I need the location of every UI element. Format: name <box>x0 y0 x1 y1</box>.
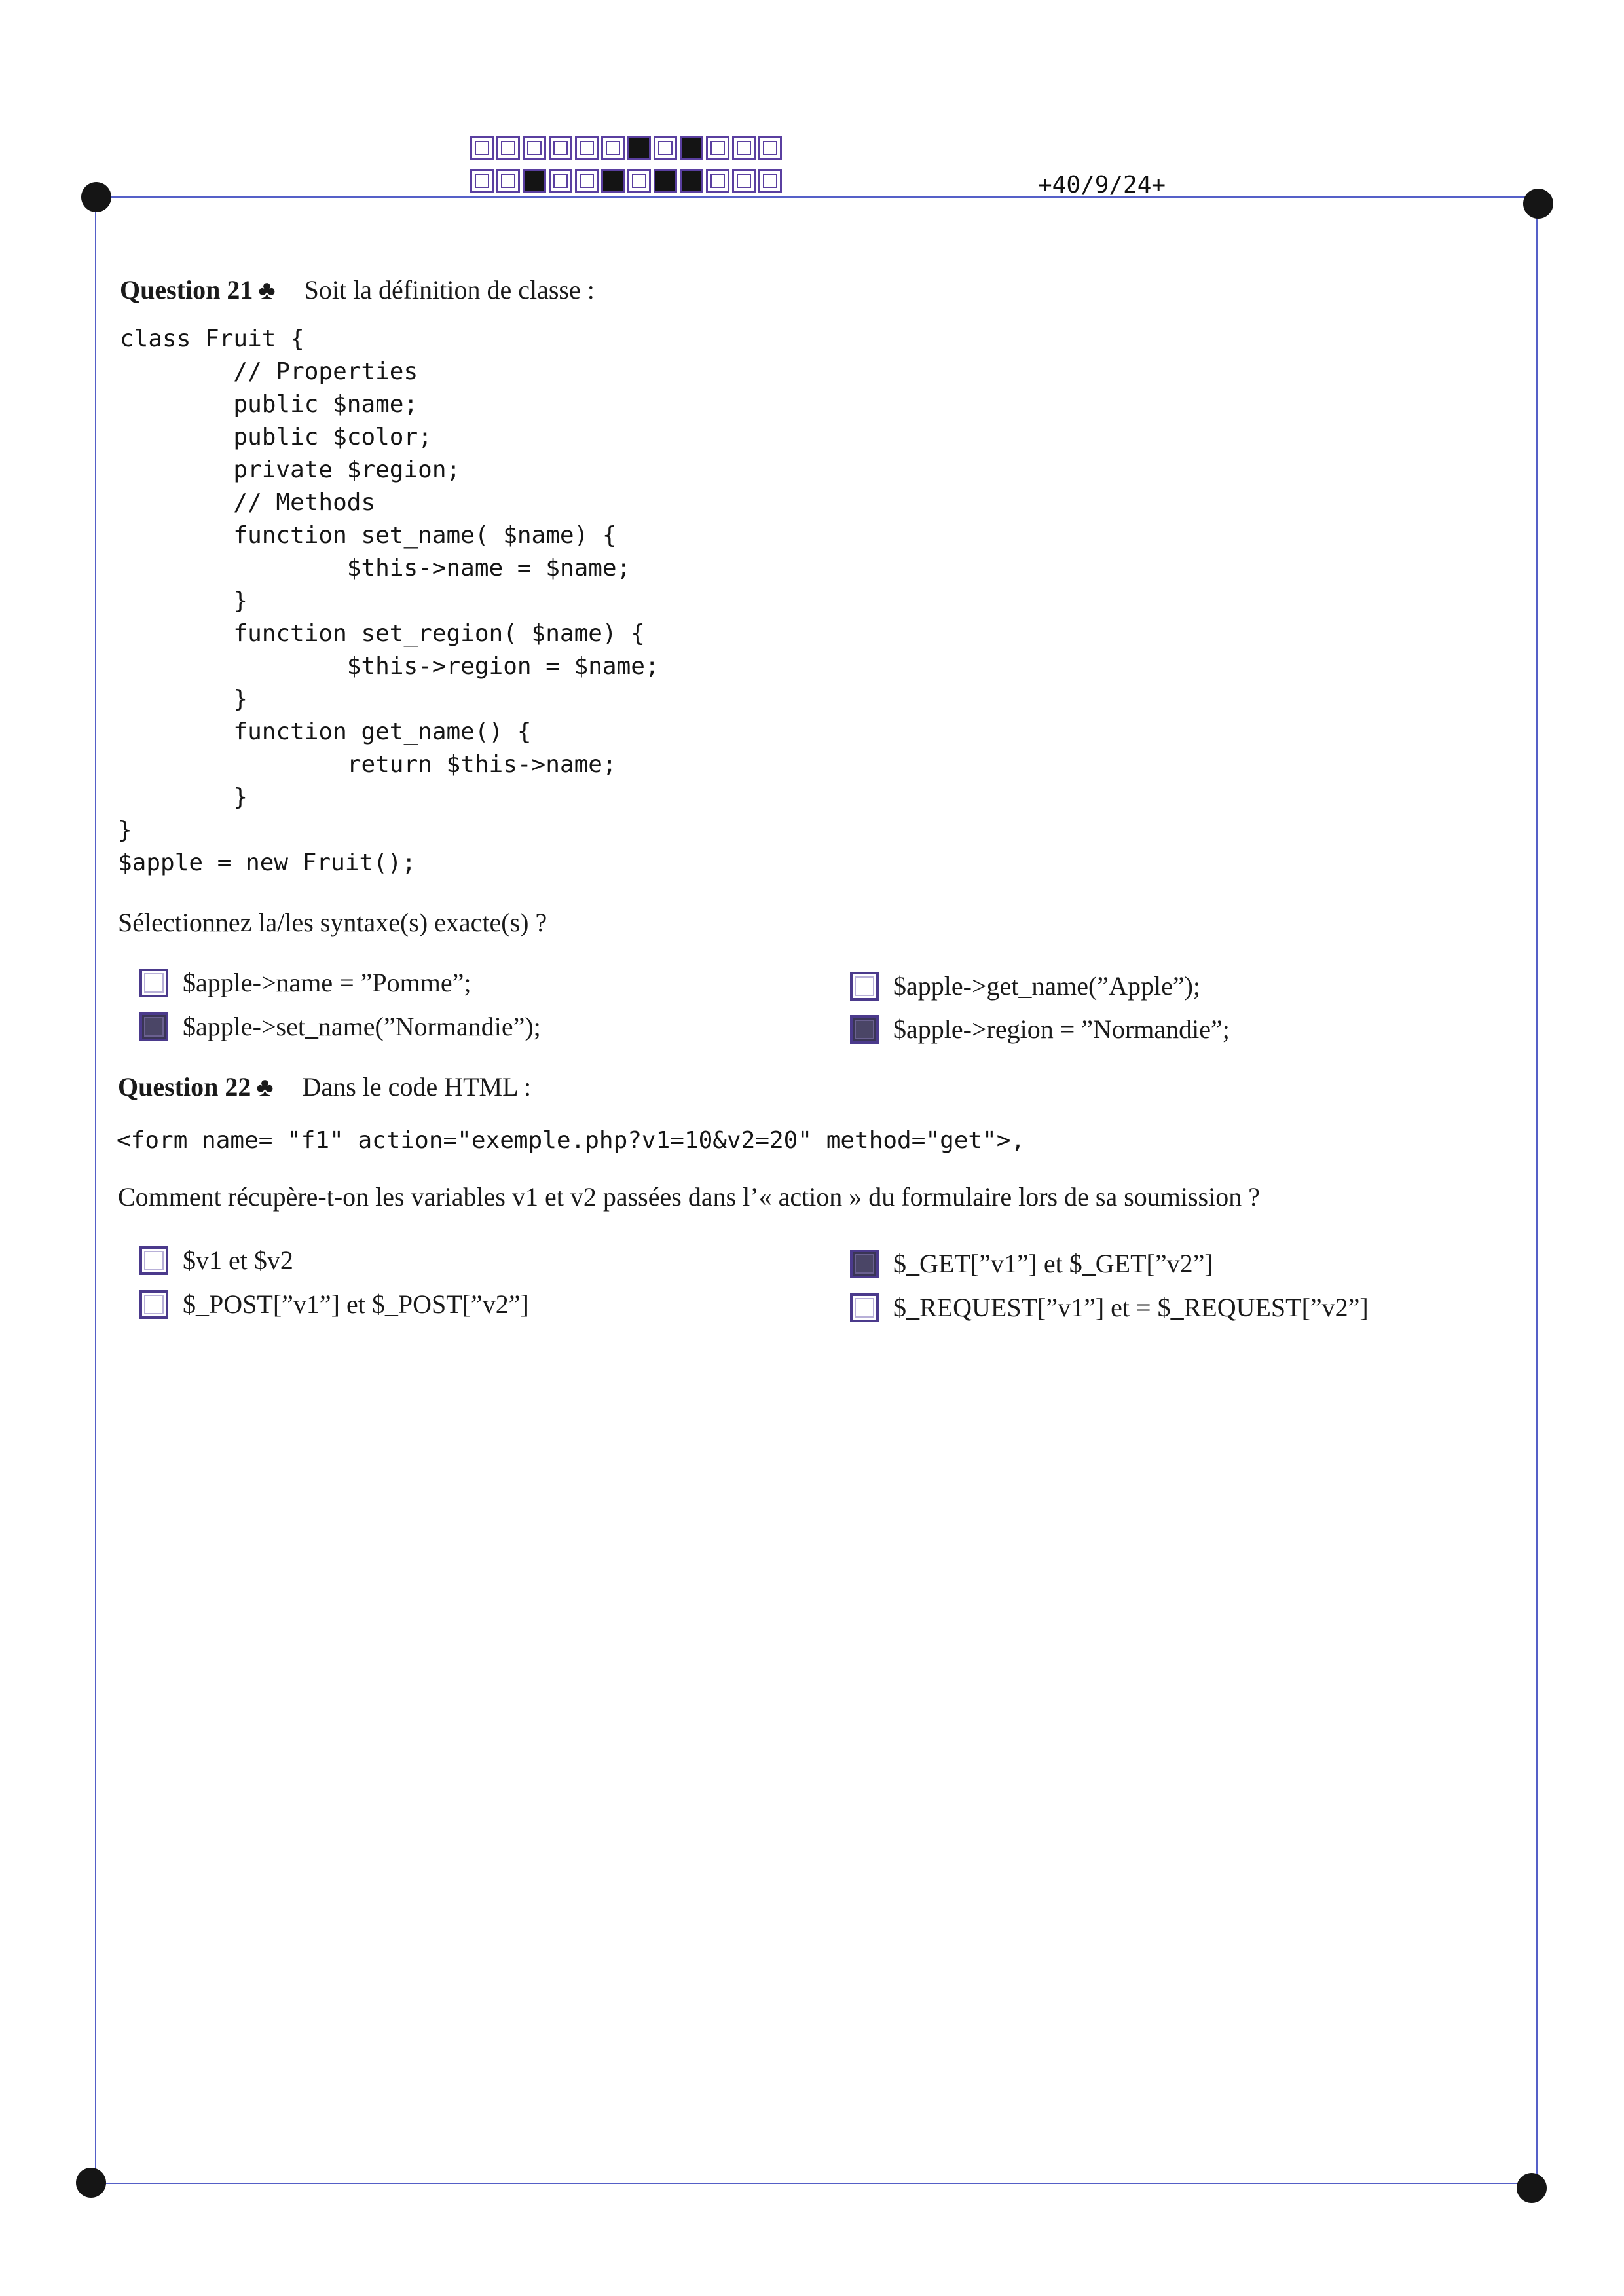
id-cell <box>732 136 756 160</box>
answer-option[interactable] <box>850 1248 1213 1279</box>
answer-checkbox[interactable] <box>139 1246 168 1275</box>
id-cell <box>601 136 625 160</box>
answer-option[interactable] <box>139 967 471 998</box>
code-line: } <box>118 817 132 843</box>
club-icon: ♣ <box>256 1072 274 1102</box>
answer-checkbox[interactable] <box>850 1250 879 1278</box>
answer-checkbox[interactable] <box>139 1012 168 1041</box>
answer-label: $_POST[”v1”] et $_POST[”v2”] <box>183 1289 529 1319</box>
code-line: $apple = new Fruit(); <box>118 849 416 876</box>
code-line: } <box>120 784 248 811</box>
answer-checkbox[interactable] <box>139 969 168 997</box>
code-line: $this->name = $name; <box>120 555 631 582</box>
id-cell <box>627 169 651 193</box>
id-cell <box>758 136 782 160</box>
frame-left-border <box>95 198 96 2182</box>
answer-option[interactable] <box>139 1245 293 1276</box>
id-cell <box>758 169 782 193</box>
code-line: function set_name( $name) { <box>120 522 617 549</box>
answer-option[interactable] <box>139 1289 529 1320</box>
code-line: return $this->name; <box>120 751 617 778</box>
corner-marker-bottom-right <box>1517 2173 1547 2203</box>
frame-top-border <box>96 196 1536 198</box>
id-cell <box>496 169 520 193</box>
page-code: +40/9/24+ <box>1038 172 1166 198</box>
question-22-intro: Dans le code HTML : <box>302 1072 532 1102</box>
question-21-prompt: Sélectionnez la/les syntaxe(s) exacte(s) ? <box>118 908 547 937</box>
club-icon: ♣ <box>258 275 276 305</box>
id-cell <box>680 169 703 193</box>
code-line: function set_region( $name) { <box>120 620 645 647</box>
id-box-row-1 <box>470 136 784 160</box>
answer-label: $apple->name = ”Pomme”; <box>183 968 471 997</box>
answer-option[interactable] <box>850 971 1200 1001</box>
answer-checkbox[interactable] <box>850 1293 879 1322</box>
id-cell <box>470 169 494 193</box>
question-21-code-block <box>120 323 659 880</box>
id-cell <box>470 136 494 160</box>
answer-label: $_GET[”v1”] et $_GET[”v2”] <box>893 1249 1213 1278</box>
frame-right-border <box>1536 203 1538 2183</box>
code-line: public $name; <box>120 391 418 418</box>
id-cell <box>627 136 651 160</box>
id-cell <box>706 169 729 193</box>
id-cell <box>575 136 599 160</box>
answer-option[interactable] <box>850 1292 1369 1323</box>
code-line: public $color; <box>120 424 432 451</box>
code-line: class Fruit { <box>120 325 304 352</box>
id-cell <box>706 136 729 160</box>
code-line: // Methods <box>120 489 376 516</box>
code-line: function get_name() { <box>120 718 532 745</box>
question-22-code: <form name= "f1" action="exemple.php?v1=10&v2=20" method="get">, <box>117 1127 1025 1154</box>
question-22-label: Question 22 <box>118 1072 251 1102</box>
id-cell <box>523 136 546 160</box>
code-line: private $region; <box>120 456 461 483</box>
question-22-prompt: Comment récupère-t-on les variables v1 et v2 passées dans l’« action » du formulaire lors de sa soumission ? <box>118 1182 1260 1212</box>
id-cell <box>654 136 677 160</box>
frame-bottom-border <box>93 2183 1532 2184</box>
question-21-label: Question 21 <box>120 275 253 305</box>
answer-label: $_REQUEST[”v1”] et = $_REQUEST[”v2”] <box>893 1293 1369 1322</box>
answer-option[interactable] <box>139 1011 541 1042</box>
code-line: $this->region = $name; <box>120 653 659 680</box>
id-cell <box>732 169 756 193</box>
id-cell <box>654 169 677 193</box>
id-cell <box>575 169 599 193</box>
code-line: } <box>120 686 248 713</box>
answer-checkbox[interactable] <box>139 1290 168 1319</box>
answer-label: $apple->region = ”Normandie”; <box>893 1014 1230 1044</box>
id-cell <box>601 169 625 193</box>
id-cell <box>680 136 703 160</box>
answer-label: $apple->get_name(”Apple”); <box>893 971 1201 1001</box>
answer-label: $apple->set_name(”Normandie”); <box>183 1012 541 1041</box>
question-21-heading <box>120 274 595 305</box>
corner-marker-top-left <box>81 182 111 212</box>
question-22-heading <box>118 1071 531 1102</box>
question-21-intro: Soit la définition de classe : <box>304 275 595 305</box>
id-box-row-2 <box>470 169 784 193</box>
corner-marker-top-right <box>1523 189 1553 219</box>
id-cell <box>523 169 546 193</box>
answer-label: $v1 et $v2 <box>183 1246 293 1275</box>
code-line: } <box>120 587 248 614</box>
id-cell <box>496 136 520 160</box>
id-cell <box>549 136 572 160</box>
code-line: // Properties <box>120 358 418 385</box>
answer-checkbox[interactable] <box>850 1015 879 1044</box>
id-cell <box>549 169 572 193</box>
corner-marker-bottom-left <box>76 2168 106 2198</box>
answer-checkbox[interactable] <box>850 972 879 1001</box>
answer-option[interactable] <box>850 1014 1230 1045</box>
